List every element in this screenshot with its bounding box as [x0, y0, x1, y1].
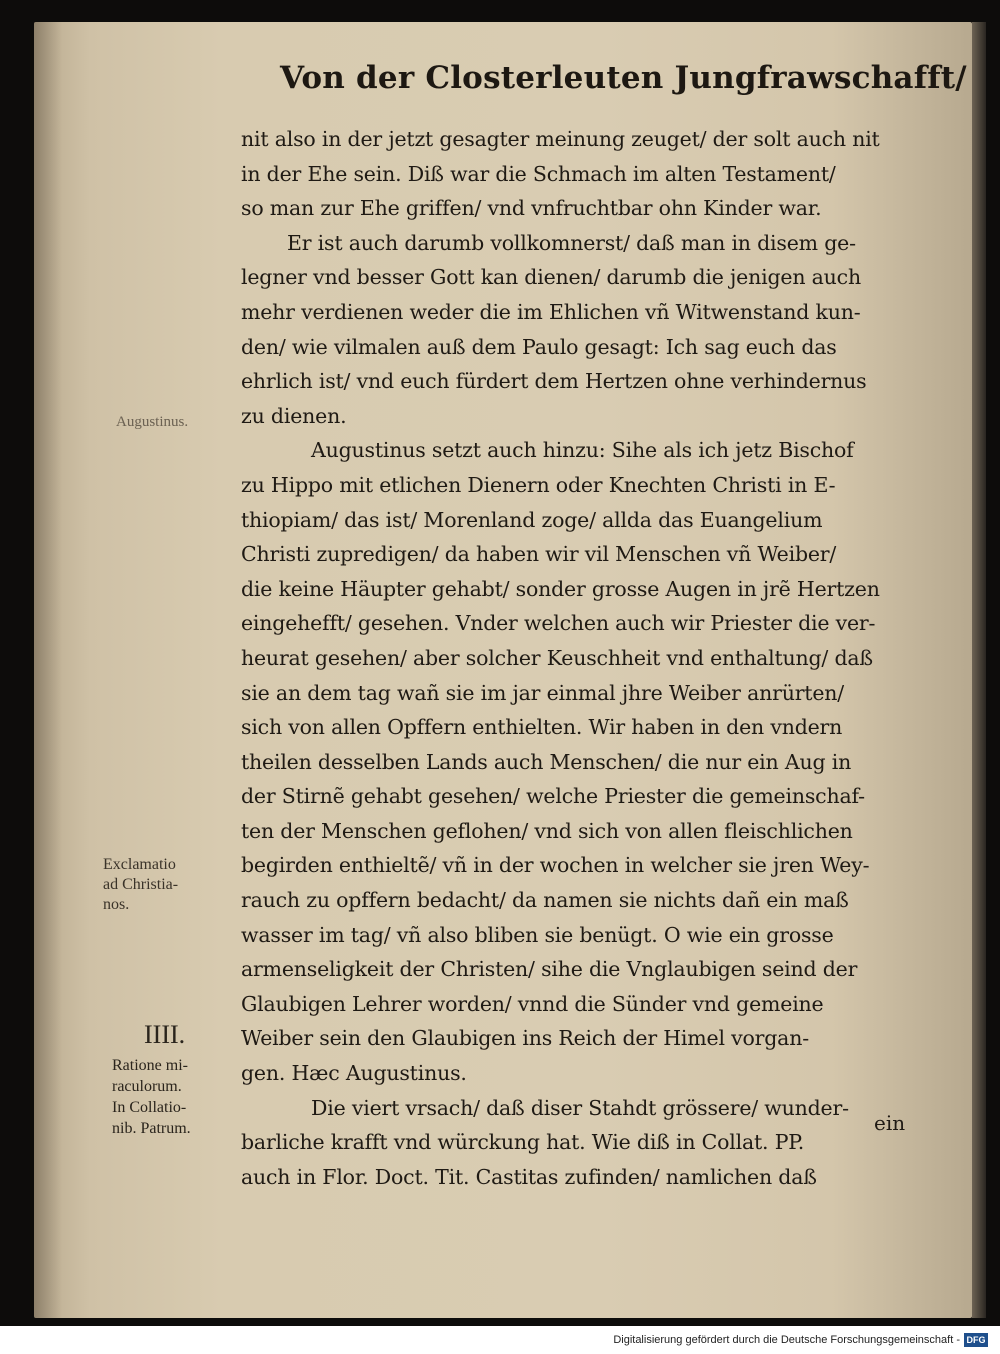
text-line: zu Hippo mit etlichen Dienern oder Knechten Christi in E-	[241, 472, 836, 497]
text-line: ten der Menschen geflohen/ vnd sich von allen fleischlichen	[241, 818, 853, 843]
text-line: theilen desselben Lands auch Menschen/ die nur ein Aug in	[241, 749, 852, 774]
text-line: Glaubigen Lehrer worden/ vnnd die Sünder vnd gemeine	[241, 991, 824, 1016]
text-line: heurat gesehen/ aber solcher Keuschheit vnd enthaltung/ daß	[241, 645, 873, 670]
running-head: Von der Closterleuten Jungfrawschafft/	[280, 60, 967, 96]
margin-note-ratione	[112, 1055, 191, 1139]
text-line: rauch zu opffern bedacht/ da namen sie nichts dañ ein maß	[241, 888, 849, 913]
margin-note-line: raculorum.	[112, 1078, 182, 1095]
text-line: nit also in der jetzt gesagter meinung zeuget/ der solt auch nit	[241, 127, 880, 151]
margin-note-line: nib. Patrum.	[112, 1120, 191, 1137]
text-line: sie an dem tag wañ sie im jar einmal jhre Weiber anrürten/	[241, 680, 844, 705]
spine-shadow	[34, 22, 62, 1318]
text-line: Weiber sein den Glaubigen ins Reich der Himel vorgan-	[241, 1026, 809, 1051]
text-line: Er ist auch darumb vollkomnerst/ daß man in disem ge-	[287, 230, 856, 255]
text-line: sich von allen Opffern enthielten. Wir haben in den vndern	[241, 715, 843, 740]
funding-credit: Digitalisierung gefördert durch die Deutsche Forschungsgemeinschaft -	[613, 1334, 960, 1346]
margin-numeral: IIII.	[144, 1020, 186, 1049]
margin-note-line: Ratione mi-	[112, 1057, 188, 1074]
text-line: wasser im tag/ vñ also bliben sie benügt. O wie ein grosse	[241, 922, 834, 947]
text-line: thiopiam/ das ist/ Morenland zoge/ allda das Euangelium	[241, 507, 823, 532]
footer-bar	[0, 1326, 1000, 1354]
text-line: eingehefft/ gesehen. Vnder welchen auch wir Priester die ver-	[241, 611, 876, 636]
margin-note-line: nos.	[103, 896, 130, 913]
text-line: armenseligkeit der Christen/ sihe die Vnglaubigen seind der	[241, 957, 858, 982]
text-line: Augustinus setzt auch hinzu: Sihe als ich jetz Bischof	[311, 438, 854, 463]
margin-note-line: In Collatio-	[112, 1099, 187, 1116]
text-line: legner vnd besser Gott kan dienen/ darumb die jenigen auch	[241, 265, 861, 290]
text-line: in der Ehe sein. Diß war die Schmach im alten Testament/	[241, 161, 836, 186]
text-line: ehrlich ist/ vnd euch fürdert dem Hertzen ohne verhindernus	[241, 369, 867, 394]
catchword: ein	[874, 1111, 906, 1135]
text-line: mehr verdienen weder die im Ehlichen vñ Witwenstand kun-	[241, 299, 861, 324]
text-line: auch in Flor. Doct. Tit. Castitas zufinden/ namlichen daß	[241, 1164, 817, 1189]
margin-note-augustinus: Augustinus.	[116, 414, 189, 430]
body-text	[241, 122, 931, 1194]
page-edge	[972, 22, 986, 1318]
text-line: gen. Hæc Augustinus.	[241, 1061, 467, 1086]
text-line: zu dienen.	[241, 403, 347, 428]
text-line: den/ wie vilmalen auß dem Paulo gesagt: Ich sag euch das	[241, 334, 837, 359]
text-line: der Stirnẽ gehabt gesehen/ welche Priester die gemeinschaf-	[241, 784, 865, 809]
text-line: die keine Häupter gehabt/ sonder grosse Augen in jrẽ Hertzen	[241, 576, 880, 601]
margin-note-line: ad Christia-	[103, 876, 179, 893]
text-line: so man zur Ehe griffen/ vnd vnfruchtbar ohn Kinder war.	[241, 196, 822, 221]
text-line: begirden enthieltẽ/ vñ in der wochen in welcher sie jren Wey-	[241, 853, 870, 878]
text-line: barliche krafft vnd würckung hat. Wie diß in Collat. PP.	[241, 1130, 805, 1155]
text-line: Christi zupredigen/ da haben wir vil Menschen vñ Weiber/	[241, 542, 837, 567]
text-line: Die viert vrsach/ daß diser Stahdt grössere/ wunder-	[311, 1095, 849, 1120]
margin-note-exclamatio	[103, 855, 178, 915]
dfg-logo-icon: DFG	[964, 1333, 988, 1347]
margin-note-line: Exclamatio	[103, 856, 176, 873]
